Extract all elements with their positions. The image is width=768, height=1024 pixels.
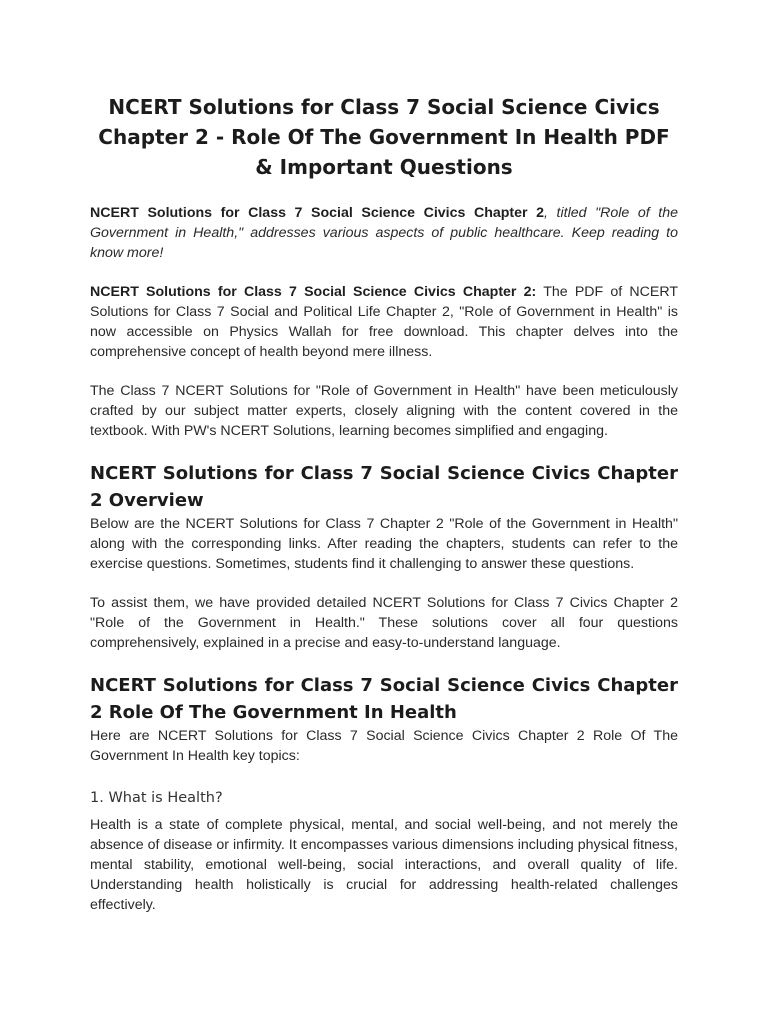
section-heading-overview: NCERT Solutions for Class 7 Social Science Civics Chapter 2 Overview — [90, 463, 678, 511]
paragraph-rest: The PDF of NCERT Solutions for Class 7 Social and Political Life Chapter 2, "Role of Government in Health" is now accessible on Physics Wallah for free download. This chapter delves into the comprehensive concept of health beyond mere illness. — [90, 284, 679, 360]
overview-paragraph-2: To assist them, we have provided detailed NCERT Solutions for Class 7 Civics Chapter 2 "Role of the Government in Health." These solutions cover all four questions comprehensively, explained in a precise and easy-to-understand language. — [90, 595, 678, 651]
page-title: NCERT Solutions for Class 7 Social Science Civics Chapter 2 - Role Of The Government In Health PDF & Important Questions — [98, 95, 670, 179]
key-topics-paragraph: Here are NCERT Solutions for Class 7 Social Science Civics Chapter 2 Role Of The Government In Health key topics: — [90, 728, 678, 764]
overview-paragraph-1: Below are the NCERT Solutions for Class 7 Chapter 2 "Role of the Government in Health" along with the corresponding links. After reading the chapters, students can refer to the exercise questions. Sometimes, students find it challenging to answer these questions. — [90, 516, 678, 572]
section-heading-role-of-government: NCERT Solutions for Class 7 Social Science Civics Chapter 2 Role Of The Government In Health — [90, 675, 678, 723]
paragraph-bold-lead: NCERT Solutions for Class 7 Social Science Civics Chapter 2: — [90, 284, 537, 300]
what-is-health-paragraph: Health is a state of complete physical, mental, and social well-being, and not merely the absence of disease or infirmity. It encompasses various dimensions including physical fitness, mental stability, emotional well-being, social interactions, and overall quality of life. Understanding health holistically is crucial for addressing health-related challenges effectively. — [90, 817, 678, 913]
paragraph-subject-experts: The Class 7 NCERT Solutions for "Role of Government in Health" have been meticulously crafted by our subject matter experts, closely aligning with the content covered in the textbook. With PW's NCERT Solutions, learning becomes simplified and engaging. — [90, 383, 678, 439]
subheading-what-is-health: 1. What is Health? — [90, 790, 223, 806]
intro-bold-lead: NCERT Solutions for Class 7 Social Science Civics Chapter 2 — [90, 205, 545, 221]
intro-paragraph — [90, 203, 678, 263]
intro-rest: , titled "Role of the Government in Health," addresses various aspects of public healthcare. Keep reading to know more! — [90, 205, 678, 261]
paragraph-pdf-availability — [90, 282, 678, 362]
